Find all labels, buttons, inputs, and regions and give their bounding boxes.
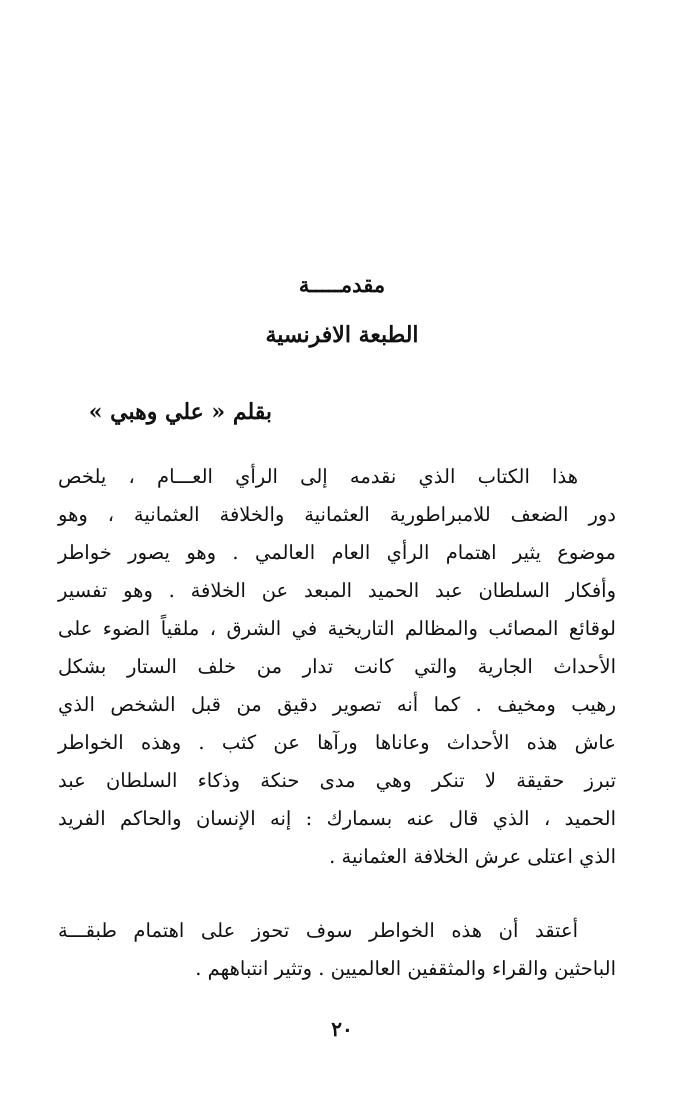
text-line: هذا الكتاب الذي نقدمه إلى الرأي العـــام ، يلخص xyxy=(58,465,578,488)
paragraph-1 xyxy=(58,458,616,876)
french-edition-heading: الطبعة الافرنسية xyxy=(265,322,419,348)
text-line: الذي اعتلى عرش الخلافة العثمانية . xyxy=(329,845,616,868)
text-line: وأفكار السلطان عبد الحميد المبعد عن الخلافة . وهو تفسير xyxy=(58,579,616,602)
text-line: الحميد ، الذي قال عنه بسمارك : إنه الإنسان والحاكم الفريد xyxy=(58,807,616,830)
text-line: موضوع يثير اهتمام الرأي العام العالمي . وهو يصور خواطر xyxy=(58,541,616,564)
text-line: تبرز حقيقة لا تنكر وهي مدى حنكة وذكاء السلطان عبد xyxy=(58,769,616,792)
text-line: الأحداث الجارية والتي كانت تدار من خلف الستار بشكل xyxy=(58,655,616,678)
introduction-heading: مقدمـــــة xyxy=(298,272,386,297)
text-line: رهيب ومخيف . كما أنه تصوير دقيق من قبل الشخص الذي xyxy=(58,693,616,716)
paragraph-2 xyxy=(58,912,616,988)
text-line: الباحثين والقراء والمثقفين العالميين . وتثير انتباههم . xyxy=(195,957,616,980)
text-line: أعتقد أن هذه الخواطر سوف تحوز على اهتمام طبقـــة xyxy=(58,919,578,942)
page-number: ٢٠ xyxy=(331,1017,353,1041)
text-line: دور الضعف للامبراطورية العثمانية والخلافة العثمانية ، وهو xyxy=(58,503,616,526)
text-line: لوقائع المصائب والمظالم التاريخية في الشرق ، ملقياً الضوء على xyxy=(58,617,616,640)
text-line: عاش هذه الأحداث وعاناها ورآها عن كثب . وهذه الخواطر xyxy=(58,731,616,754)
author-line: بقلم « علي وهبي » xyxy=(88,399,272,425)
